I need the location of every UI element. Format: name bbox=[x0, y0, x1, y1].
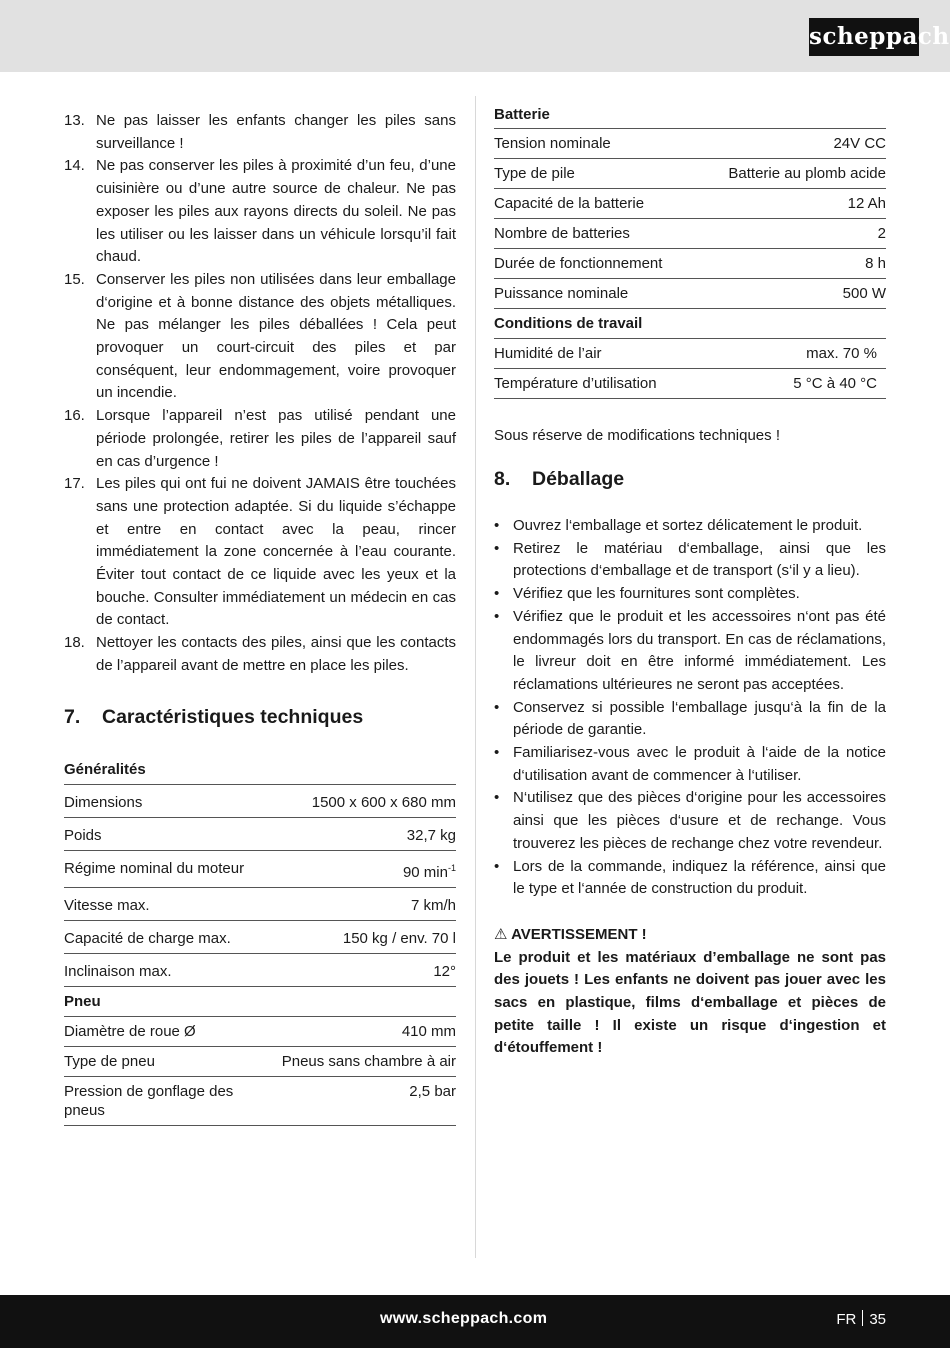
bullet-icon: • bbox=[494, 585, 500, 603]
warning-block bbox=[494, 924, 886, 1060]
spec-label: Température d’utilisation bbox=[494, 369, 697, 399]
spec-label: Régime nominal du moteur bbox=[64, 850, 264, 887]
item-text: Ouvrez l‘emballage et sortez délicatement le produit. bbox=[513, 517, 863, 534]
spec-row bbox=[494, 369, 886, 399]
spec-row bbox=[64, 887, 456, 920]
section-number: 8. bbox=[494, 468, 511, 490]
battery-heading: Batterie bbox=[494, 106, 886, 129]
footer-bar bbox=[0, 1295, 950, 1348]
spec-label: Type de pile bbox=[494, 159, 697, 189]
item-text: Retirez le matériau d‘emballage, ainsi que les protections d‘emballage et de transport (s‘il y a lieu). bbox=[513, 539, 886, 580]
item-number: 15. bbox=[64, 270, 85, 288]
spec-row bbox=[494, 249, 886, 279]
item-text: Vérifiez que les fournitures sont complètes. bbox=[513, 585, 800, 603]
warning-icon: ⚠ bbox=[494, 925, 508, 943]
spec-row bbox=[494, 219, 886, 249]
spec-value-text: 2,5 bar bbox=[409, 1082, 456, 1100]
spec-value-text: 32,7 kg bbox=[406, 826, 456, 844]
warning-title bbox=[494, 924, 886, 947]
spec-row bbox=[64, 953, 456, 986]
list-item bbox=[64, 269, 456, 405]
spec-row bbox=[494, 129, 886, 159]
list-item bbox=[494, 538, 886, 583]
spec-label: Inclinaison max. bbox=[64, 953, 264, 986]
item-number: 13. bbox=[64, 112, 85, 129]
spec-value bbox=[264, 1016, 456, 1046]
item-text: Conservez si possible l‘emballage jusqu‘à la fin de la période de garantie. bbox=[513, 698, 886, 739]
spec-value-text: 150 kg / env. 70 l bbox=[342, 929, 456, 947]
list-item bbox=[494, 856, 886, 901]
spec-row bbox=[64, 785, 456, 818]
spec-row bbox=[64, 817, 456, 850]
unpacking-list bbox=[494, 515, 886, 901]
spec-label: Nombre de batteries bbox=[494, 219, 697, 249]
spec-subheading: Pneu bbox=[64, 986, 456, 1016]
item-text: Nettoyer les contacts des piles, ainsi que les contacts de l’appareil avant de mettre en place les piles. bbox=[96, 634, 456, 674]
spec-row bbox=[64, 920, 456, 953]
spec-value-text: Batterie au plomb acide bbox=[728, 165, 886, 182]
section-7-heading bbox=[64, 706, 456, 729]
list-item bbox=[64, 405, 456, 473]
spec-label: Durée de fonctionnement bbox=[494, 249, 697, 279]
item-text: Les piles qui ont fui ne doivent JAMAIS être touchées sans une protection adaptée. Si du liquide s’échappe et entre en contact avec la peau, rincer immédiatement la zone concernée à l’eau courante. Éviter tout contact de ce liquide avec les yeux et la bouche. Consulter immédiatement un médecin en cas de contact. bbox=[96, 475, 456, 629]
spec-subheading-row bbox=[64, 986, 456, 1016]
list-item bbox=[494, 697, 886, 742]
page-separator bbox=[862, 1310, 863, 1326]
spec-value bbox=[264, 920, 456, 953]
bullet-icon: • bbox=[494, 744, 500, 762]
spec-value-text: 5 °C à 40 °C bbox=[793, 375, 877, 392]
spec-value-text: Pneus sans chambre à air bbox=[281, 1052, 456, 1070]
spec-subheading: Conditions de travail bbox=[494, 309, 886, 339]
list-item bbox=[494, 583, 886, 606]
spec-value-text: max. 70 % bbox=[806, 345, 877, 362]
spec-value-text: 90 min bbox=[402, 863, 448, 881]
safety-instructions-list bbox=[64, 110, 456, 678]
spec-value-text: 7 km/h bbox=[410, 896, 456, 914]
spec-value-text: 500 W bbox=[842, 285, 886, 302]
spec-value bbox=[264, 953, 456, 986]
spec-value-text: 12° bbox=[433, 962, 456, 980]
item-text: Vérifiez que le produit et les accessoires n‘ont pas été endommagés lors du transport. En cas de réclamations, le livreur doit en être informé immédiatement. Les réclamations ultérieures ne seront pas acceptées. bbox=[513, 607, 886, 693]
spec-label: Diamètre de roue Ø bbox=[64, 1016, 264, 1046]
spec-value-text: 12 Ah bbox=[847, 195, 886, 212]
spec-value bbox=[697, 129, 886, 159]
spec-value bbox=[264, 850, 456, 887]
section-title: Déballage bbox=[532, 468, 625, 490]
technical-note: Sous réserve de modifications techniques ! bbox=[494, 427, 780, 444]
item-number: 16. bbox=[64, 407, 85, 425]
item-text: Lors de la commande, indiquez la référence, ainsi que le type et l‘année de construction du produit. bbox=[513, 857, 886, 898]
spec-label: Type de pneu bbox=[64, 1046, 264, 1076]
spec-value-text: 8 h bbox=[865, 255, 886, 272]
item-text: Ne pas conserver les piles à proximité d’un feu, d’une cuisinière ou d’une autre source de chaleur. Ne pas exposer les piles aux rayons directs du soleil. Ne pas les utiliser ou les laisser dans un véhicule lorsqu’il fait chaud. bbox=[96, 157, 456, 266]
spec-label: Capacité de la batterie bbox=[494, 189, 697, 219]
section-number: 7. bbox=[64, 705, 81, 728]
list-item bbox=[494, 515, 886, 538]
spec-value-text: 410 mm bbox=[401, 1022, 456, 1040]
left-column bbox=[64, 110, 456, 1126]
list-item bbox=[494, 606, 886, 697]
bullet-icon: • bbox=[494, 698, 500, 716]
spec-row bbox=[494, 279, 886, 309]
spec-row bbox=[64, 1046, 456, 1076]
spec-row bbox=[494, 339, 886, 369]
general-heading: Généralités bbox=[64, 761, 456, 785]
column-divider bbox=[475, 96, 476, 1258]
header-bar bbox=[0, 0, 950, 72]
spec-value bbox=[697, 159, 886, 189]
spec-value bbox=[264, 1046, 456, 1076]
spec-label: Poids bbox=[64, 817, 264, 850]
spec-subheading-row bbox=[494, 309, 886, 339]
spec-label: Puissance nominale bbox=[494, 279, 697, 309]
spec-value bbox=[264, 817, 456, 850]
list-item bbox=[64, 155, 456, 269]
spec-row bbox=[64, 850, 456, 887]
spec-value bbox=[697, 279, 886, 309]
battery-spec-table bbox=[494, 129, 886, 399]
spec-label: Pression de gonflage des pneus bbox=[64, 1076, 264, 1125]
section-8-heading bbox=[494, 468, 886, 491]
item-number: 14. bbox=[64, 157, 85, 175]
section-title: Caractéristiques techniques bbox=[102, 705, 364, 728]
language-code: FR bbox=[836, 1311, 857, 1328]
spec-value-text: 24V CC bbox=[833, 135, 886, 152]
item-text: Lorsque l’appareil n’est pas utilisé pendant une période prolongée, retirer les piles de l’appareil sauf en cas d’urgence ! bbox=[96, 407, 456, 470]
spec-row bbox=[494, 159, 886, 189]
spec-label: Humidité de l’air bbox=[494, 339, 697, 369]
general-spec-table bbox=[64, 785, 456, 1126]
spec-value bbox=[264, 1076, 456, 1125]
spec-value bbox=[697, 339, 886, 369]
warning-text: Le produit et les matériaux d’emballage ne sont pas des jouets ! Les enfants ne doivent pas jouer avec les sacs en plastique, films d‘emballage et pièces de petite taille ! Il existe un risque d‘ingestion et d‘étouffement ! bbox=[494, 948, 886, 1057]
item-text: N‘utilisez que des pièces d‘origine pour les accessoires ainsi que les pièces d‘usure et de rechange. Vous trouverez les pièces de rechange chez votre revendeur. bbox=[513, 789, 886, 852]
spec-value-text: 1500 x 600 x 680 mm bbox=[311, 793, 456, 811]
list-item bbox=[494, 787, 886, 855]
right-column bbox=[494, 106, 886, 1060]
spec-value bbox=[264, 887, 456, 920]
spec-value bbox=[697, 189, 886, 219]
bullet-icon: • bbox=[494, 517, 500, 534]
spec-value-text: 2 bbox=[877, 225, 886, 242]
item-text: Ne pas laisser les enfants changer les piles sans surveillance ! bbox=[96, 112, 456, 152]
spec-label: Dimensions bbox=[64, 785, 264, 818]
website-link[interactable]: www.scheppach.com bbox=[380, 1310, 548, 1327]
bullet-icon: • bbox=[494, 857, 500, 875]
bullet-icon: • bbox=[494, 539, 500, 557]
warning-title-text: AVERTISSEMENT ! bbox=[511, 925, 647, 943]
bullet-icon: • bbox=[494, 789, 500, 807]
unit-exponent: -1 bbox=[447, 862, 456, 873]
spec-label: Tension nominale bbox=[494, 129, 697, 159]
spec-row bbox=[64, 1016, 456, 1046]
list-item bbox=[494, 742, 886, 787]
spec-value bbox=[264, 785, 456, 818]
spec-value bbox=[697, 369, 886, 399]
item-text: Conserver les piles non utilisées dans leur emballage d‘origine et à bonne distance des objets métalliques. Ne pas mélanger les piles déballées ! Cela peut provoquer un court-circuit des piles et par conséquent, leur endommagement, voire provoquer un incendie. bbox=[96, 270, 456, 402]
page-indicator bbox=[836, 1310, 886, 1328]
spec-value bbox=[697, 249, 886, 279]
item-number: 17. bbox=[64, 475, 85, 493]
bullet-icon: • bbox=[494, 607, 500, 625]
list-item bbox=[64, 110, 456, 155]
spec-row bbox=[494, 189, 886, 219]
spec-label: Vitesse max. bbox=[64, 887, 264, 920]
item-number: 18. bbox=[64, 634, 85, 652]
spec-label: Capacité de charge max. bbox=[64, 920, 264, 953]
spec-value bbox=[697, 219, 886, 249]
spec-row bbox=[64, 1076, 456, 1125]
list-item bbox=[64, 632, 456, 677]
item-text: Familiarisez-vous avec le produit à l‘aide de la notice d‘utilisation avant de commencer à l‘utiliser. bbox=[513, 744, 886, 784]
brand-logo: scheppach bbox=[809, 18, 919, 56]
list-item bbox=[64, 473, 456, 632]
page-number: 35 bbox=[869, 1311, 886, 1328]
